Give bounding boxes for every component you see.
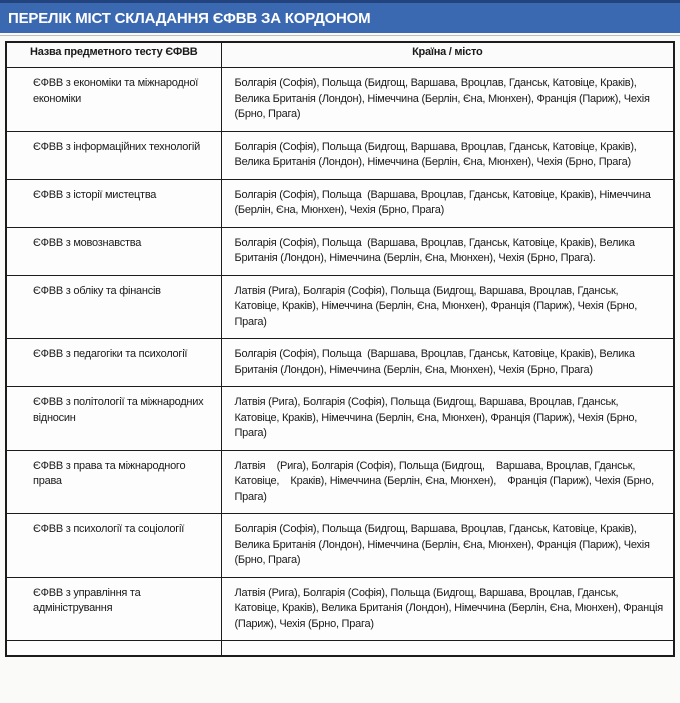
column-header-subject: Назва предметного тесту ЄФВВ <box>6 42 221 68</box>
table-row <box>6 450 674 514</box>
locations-cell: Болгарія (Софія), Польща (Варшава, Вроцлав, Гданськ, Катовіце, Краків), Велика Британія (Лондон), Німеччина (Берлін, Єна, Мюнхен), Чехія (Брно, Прага). <box>221 227 674 275</box>
table-row <box>6 131 674 179</box>
divider-rule <box>0 35 680 36</box>
table-header-row <box>6 42 674 68</box>
table-row-partial <box>6 641 674 657</box>
page-title: ПЕРЕЛІК МІСТ СКЛАДАННЯ ЄФВВ ЗА КОРДОНОМ <box>8 9 371 27</box>
subject-cell: ЄФВВ з обліку та фінансів <box>6 275 221 339</box>
table-row <box>6 339 674 387</box>
locations-cell: Латвія (Рига), Болгарія (Софія), Польща (Бидгощ, Варшава, Вроцлав, Гданськ, Катовіце, Краків), Німеччина (Берлін, Єна, Мюнхен), Франція (Париж), Чехія (Брно, Прага) <box>221 387 674 451</box>
subject-cell: ЄФВВ з політології та міжнародних відносин <box>6 387 221 451</box>
subject-cell: ЄФВВ з мовознавства <box>6 227 221 275</box>
table-container <box>5 41 675 657</box>
table-row <box>6 577 674 641</box>
efvv-cities-table <box>5 41 675 657</box>
locations-cell: Болгарія (Софія), Польща (Варшава, Вроцлав, Гданськ, Катовіце, Краків), Німеччина (Берлін, Єна, Мюнхен), Чехія (Брно, Прага) <box>221 179 674 227</box>
subject-cell: ЄФВВ з управління та адміністрування <box>6 577 221 641</box>
table-row <box>6 514 674 578</box>
table-row <box>6 179 674 227</box>
subject-cell: ЄФВВ з права та міжнародного права <box>6 450 221 514</box>
subject-cell: ЄФВВ з інформаційних технологій <box>6 131 221 179</box>
column-header-country-city: Країна / місто <box>221 42 674 68</box>
locations-cell: Болгарія (Софія), Польща (Бидгощ, Варшава, Вроцлав, Гданськ, Катовіце, Краків), Велика Британія (Лондон), Німеччина (Берлін, Єна, Мюнхен), Франція (Париж), Чехія (Брно, Прага) <box>221 68 674 132</box>
table-row <box>6 68 674 132</box>
table-row <box>6 387 674 451</box>
locations-cell: Болгарія (Софія), Польща (Бидгощ, Варшава, Вроцлав, Гданськ, Катовіце, Краків), Велика Британія (Лондон), Німеччина (Берлін, Єна, Мюнхен), Чехія (Брно, Прага) <box>221 131 674 179</box>
subject-cell: ЄФВВ з економіки та міжнародної економіки <box>6 68 221 132</box>
table-row <box>6 227 674 275</box>
locations-cell: Болгарія (Софія), Польща (Варшава, Вроцлав, Гданськ, Катовіце, Краків), Велика Британія (Лондон), Німеччина (Берлін, Єна, Мюнхен), Чехія (Брно, Прага) <box>221 339 674 387</box>
locations-cell: Латвія (Рига), Болгарія (Софія), Польща (Бидгощ, Варшава, Вроцлав, Гданськ, Катовіце, Краків), Німеччина (Берлін, Єна, Мюнхен), Франція (Париж), Чехія (Брно, Прага) <box>221 450 674 514</box>
subject-cell: ЄФВВ з психології та соціології <box>6 514 221 578</box>
subject-cell: ЄФВВ з історії мистецтва <box>6 179 221 227</box>
table-row <box>6 275 674 339</box>
subject-cell: ЄФВВ з педагогіки та психології <box>6 339 221 387</box>
locations-cell: Латвія (Рига), Болгарія (Софія), Польща (Бидгощ, Варшава, Вроцлав, Гданськ, Катовіце, Краків), Велика Британія (Лондон), Німеччина (Берлін, Єна, Мюнхен), Франція (Париж), Чехія (Брно, Прага) <box>221 577 674 641</box>
locations-cell-empty <box>221 641 674 657</box>
locations-cell: Латвія (Рига), Болгарія (Софія), Польща (Бидгощ, Варшава, Вроцлав, Гданськ, Катовіце, Краків), Німеччина (Берлін, Єна, Мюнхен), Франція (Париж), Чехія (Брно, Прага) <box>221 275 674 339</box>
locations-cell: Болгарія (Софія), Польща (Бидгощ, Варшава, Вроцлав, Гданськ, Катовіце, Краків), Велика Британія (Лондон), Німеччина (Берлін, Єна, Мюнхен), Франція (Париж), Чехія (Брно, Прага) <box>221 514 674 578</box>
subject-cell-empty <box>6 641 221 657</box>
page-title-banner <box>0 0 680 33</box>
